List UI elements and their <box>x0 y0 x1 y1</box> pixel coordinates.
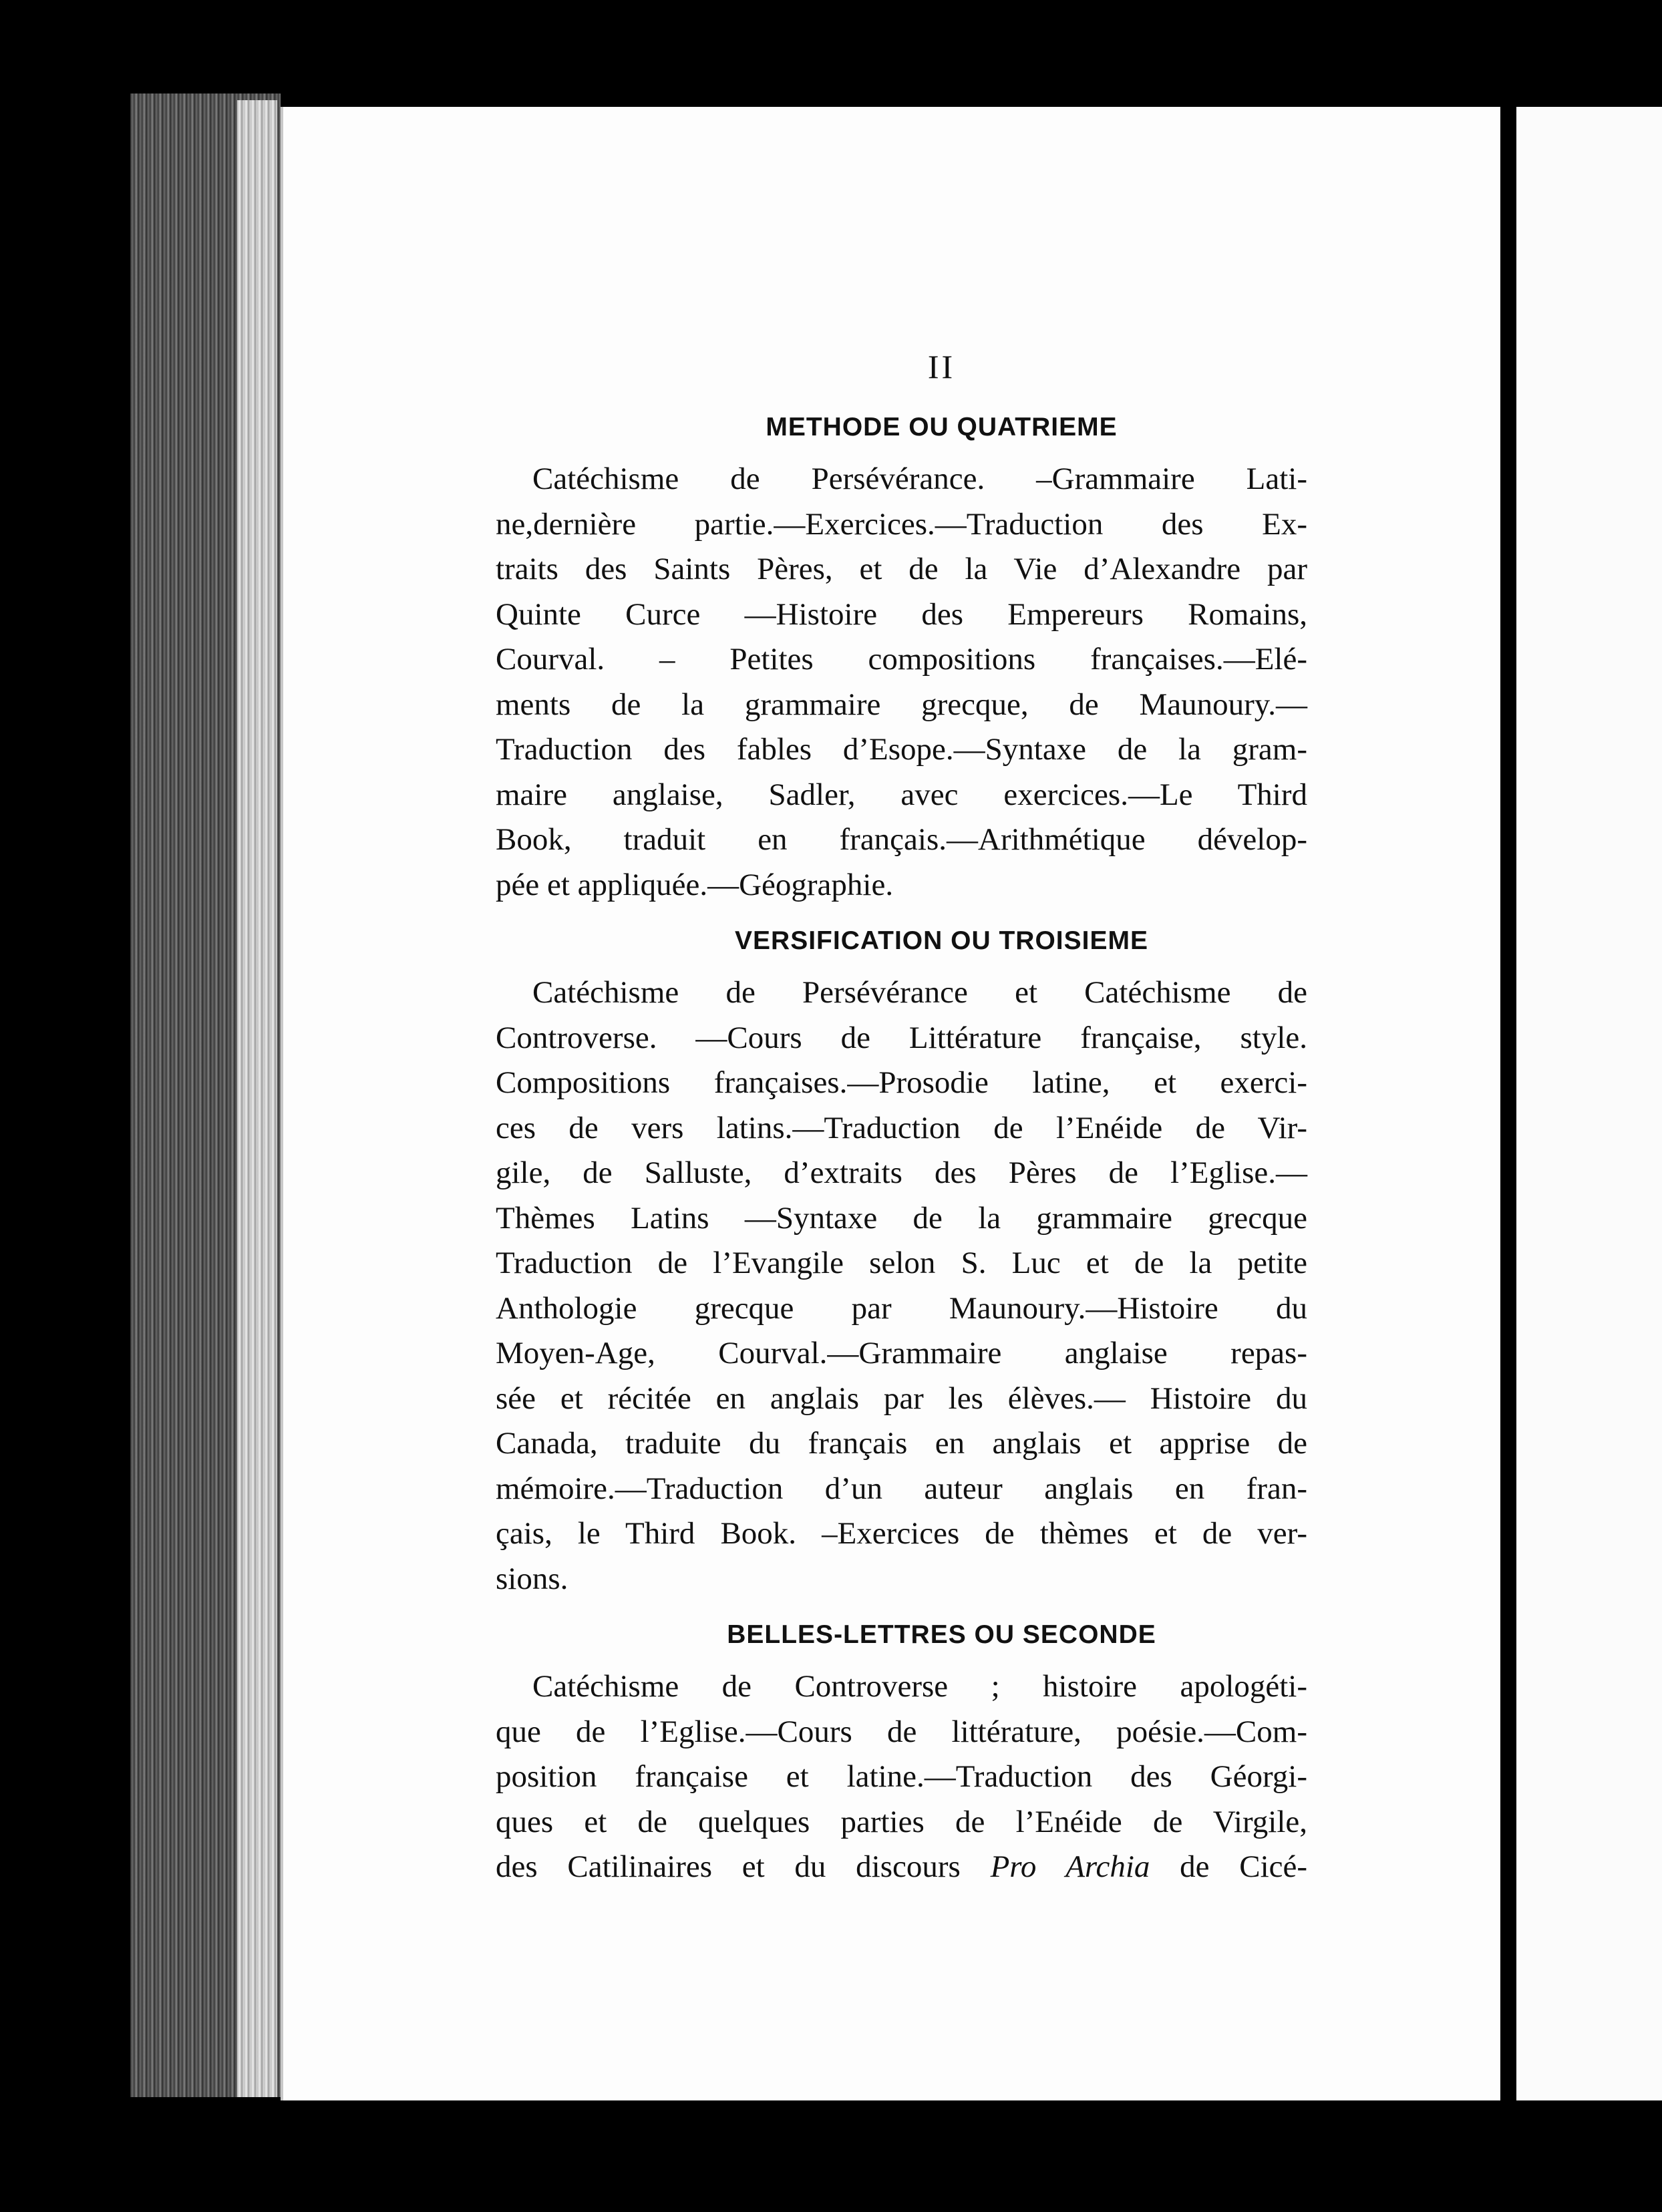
text-line: mémoire.—Traduction d’un auteur anglais en fran- <box>496 1471 1307 1506</box>
facing-page-edge <box>1516 107 1662 2100</box>
section-heading-quatrieme: METHODE OU QUATRIEME <box>766 413 1118 441</box>
text-run: des Catilinaires et du discours <box>496 1849 961 1884</box>
paragraph-seconde <box>496 1664 1307 1890</box>
paragraph-troisieme <box>496 970 1307 1602</box>
text-line: Traduction de l’Evangile selon S. Luc et de la petite <box>496 1246 1307 1280</box>
text-line: Catéchisme de Persévérance. –Grammaire Lati- <box>532 462 1307 496</box>
page-number: II <box>927 348 956 385</box>
text-line: çais, le Third Book. –Exercices de thèmes et de ver- <box>496 1516 1307 1551</box>
text-line: maire anglaise, Sadler, avec exercices.—Le Third <box>496 777 1307 812</box>
text-line: Moyen-Age, Courval.—Grammaire anglaise repas- <box>496 1336 1307 1370</box>
text-line: traits des Saints Pères, et de la Vie d’Alexandre par <box>496 552 1307 586</box>
text-line: Canada, traduite du français en anglais et apprise de <box>496 1426 1307 1461</box>
section-heading-troisieme: VERSIFICATION OU TROISIEME <box>735 926 1148 955</box>
text-line: ces de vers latins.—Traduction de l’Enéide de Vir- <box>496 1110 1307 1145</box>
text-line: Quinte Curce —Histoire des Empereurs Romains, <box>496 596 1307 632</box>
text-line-mixed <box>496 1845 1307 1890</box>
text-line: position française et latine.—Traduction des Géorgi- <box>496 1759 1307 1794</box>
text-line: Compositions françaises.—Prosodie latine, et exerci- <box>496 1065 1307 1100</box>
text-line: sée et récitée en anglais par les élèves.— Histoire du <box>496 1380 1307 1416</box>
italic-title: Pro Archia <box>990 1849 1150 1884</box>
text-line: Courval. – Petites compositions françaises.—Elé- <box>496 642 1307 677</box>
text-line: pée et appliquée.—Géographie. <box>496 867 894 902</box>
text-line: sions. <box>496 1561 568 1596</box>
text-line: Thèmes Latins —Syntaxe de la grammaire grecque <box>496 1200 1307 1236</box>
text-line: ne,dernière partie.—Exercices.—Traduction des Ex- <box>496 506 1307 542</box>
text-line: Traduction des fables d’Esope.—Syntaxe de la gram- <box>496 732 1307 767</box>
text-line: ques et de quelques parties de l’Enéide de Virgile, <box>496 1804 1307 1839</box>
page-stack-edge-light <box>237 100 277 2097</box>
text-line: Book, traduit en français.—Arithmétique dévelop- <box>496 822 1307 857</box>
text-run: de Cicé- <box>1180 1849 1307 1884</box>
page-text <box>496 347 1307 1909</box>
text-line: Controverse. —Cours de Littérature française, style. <box>496 1020 1307 1055</box>
paragraph-quatrieme <box>496 457 1307 908</box>
text-line: gile, de Salluste, d’extraits des Pères de l’Eglise.— <box>496 1155 1307 1190</box>
text-line: Catéchisme de Controverse ; histoire apologéti- <box>532 1669 1307 1704</box>
text-line: que de l’Eglise.—Cours de littérature, poésie.—Com- <box>496 1714 1307 1749</box>
section-heading-seconde: BELLES-LETTRES OU SECONDE <box>727 1620 1156 1649</box>
text-line: Catéchisme de Persévérance et Catéchisme de <box>532 975 1307 1010</box>
text-line: Anthologie grecque par Maunoury.—Histoire du <box>496 1290 1307 1326</box>
text-line: ments de la grammaire grecque, de Maunoury.— <box>496 687 1307 722</box>
